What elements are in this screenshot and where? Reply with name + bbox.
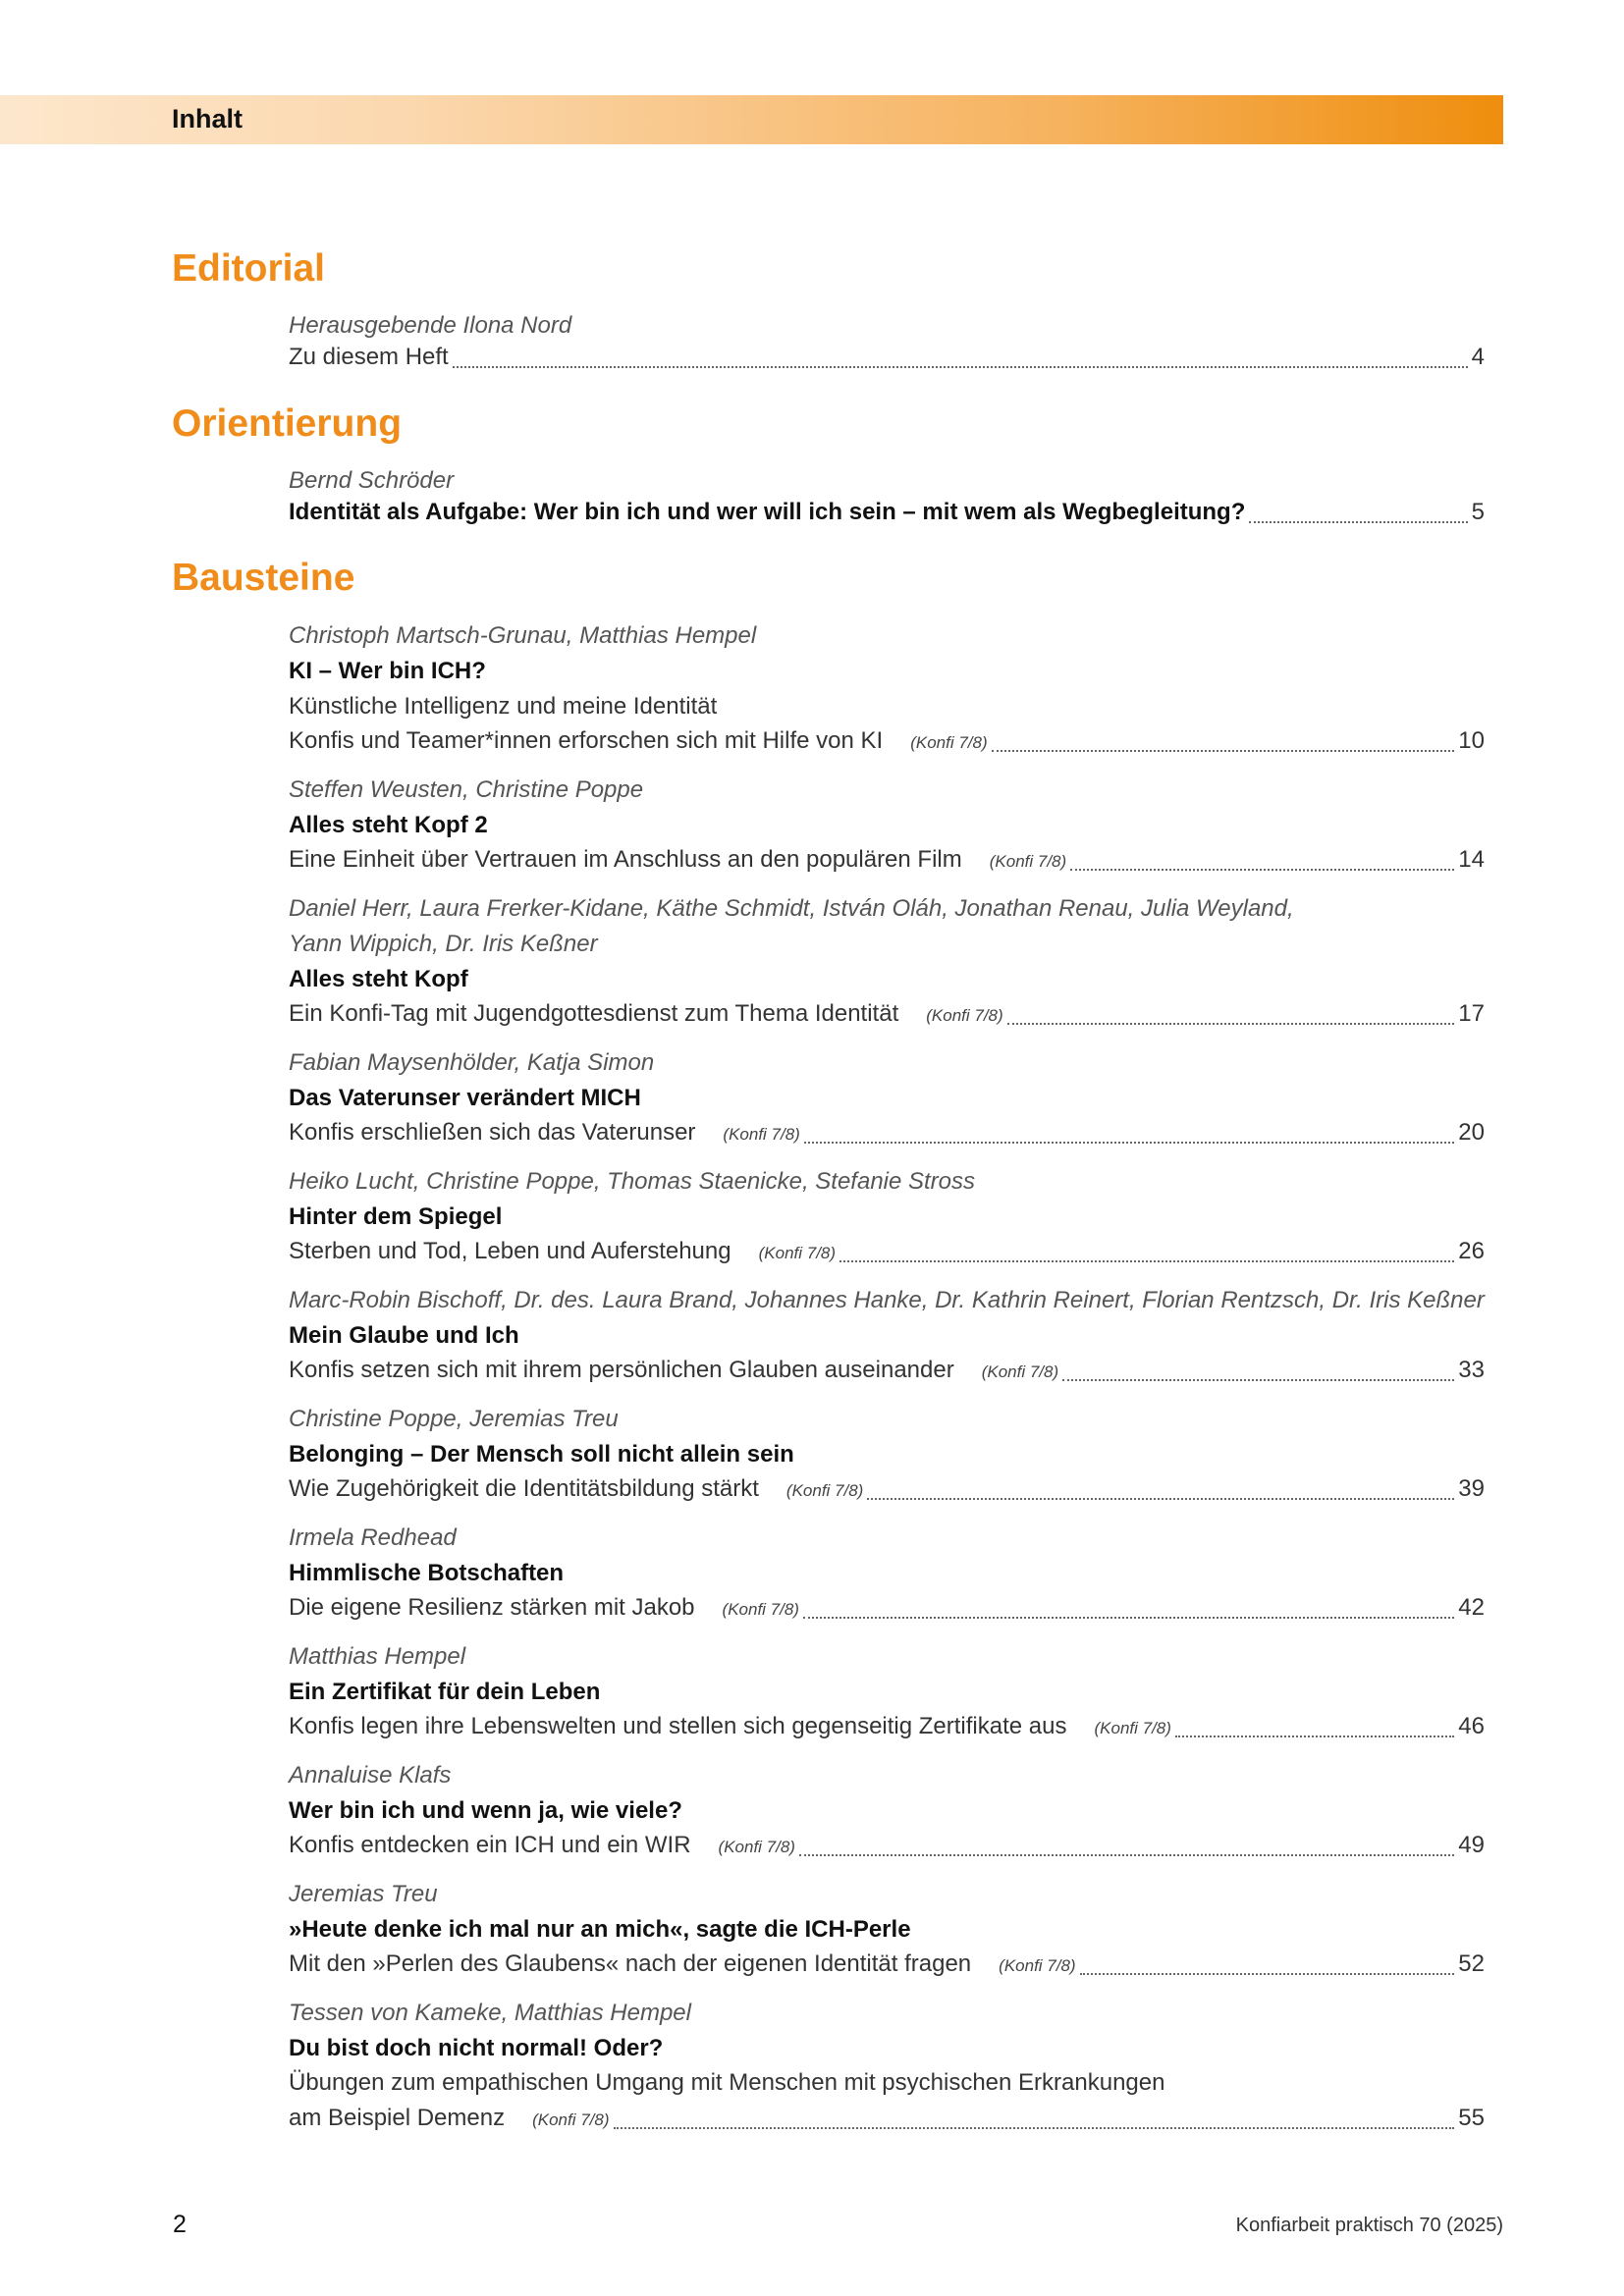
toc-entry-alles-steht-kopf-2[interactable] — [289, 846, 1485, 878]
toc-entry-wer-bin-ich[interactable] — [289, 1832, 1485, 1863]
toc-entry-alles-steht-kopf[interactable] — [289, 1000, 1485, 1032]
entry-author: Marc-Robin Bischoff, Dr. des. Laura Brand, Johannes Hanke, Dr. Kathrin Reinert, Florian Rentzsch, Dr. Iris Keßner — [289, 1287, 1485, 1313]
entry-title[interactable]: Belonging – Der Mensch soll nicht allein sein — [289, 1441, 794, 1468]
dot-leader — [839, 1258, 1454, 1262]
dot-leader — [1062, 1377, 1454, 1381]
konfi-tag: (Konfi 7/8) — [723, 1125, 800, 1144]
entry-line: Ein Konfi-Tag mit Jugendgottesdienst zum Thema Identität — [289, 1000, 899, 1027]
section-heading-editorial: Editorial — [172, 247, 326, 290]
dot-leader — [1175, 1734, 1454, 1737]
entry-title[interactable]: Alles steht Kopf — [289, 966, 468, 992]
entry-line: Eine Einheit über Vertrauen im Anschluss an den populären Film — [289, 846, 962, 873]
dot-leader — [867, 1496, 1454, 1500]
entry-title[interactable]: Ein Zertifikat für dein Leben — [289, 1679, 601, 1705]
entry-title[interactable]: Himmlische Botschaften — [289, 1560, 565, 1586]
entry-author: Jeremias Treu — [289, 1881, 438, 1907]
toc-entry-hinter-dem-spiegel[interactable] — [289, 1238, 1485, 1269]
konfi-tag: (Konfi 7/8) — [718, 1838, 795, 1856]
entry-subtitle: Übungen zum empathischen Umgang mit Menschen mit psychischen Erkrankungen — [289, 2069, 1165, 2096]
toc-entry-himmlische-botschaften[interactable] — [289, 1594, 1485, 1626]
entry-line: Die eigene Resilienz stärken mit Jakob — [289, 1594, 695, 1621]
entry-author: Tessen von Kameke, Matthias Hempel — [289, 2000, 691, 2026]
entry-line: Zu diesem Heft — [289, 344, 449, 370]
entry-line: Wie Zugehörigkeit die Identitätsbildung stärkt — [289, 1475, 759, 1502]
entry-subtitle: Künstliche Intelligenz und meine Identität — [289, 693, 718, 720]
entry-title[interactable]: KI – Wer bin ICH? — [289, 658, 486, 684]
konfi-tag: (Konfi 7/8) — [722, 1600, 799, 1619]
entry-title[interactable]: Du bist doch nicht normal! Oder? — [289, 2035, 664, 2061]
page-number: 39 — [1458, 1475, 1485, 1502]
page-number: 20 — [1458, 1119, 1485, 1146]
section-heading-bausteine: Bausteine — [172, 557, 355, 599]
page-number: 4 — [1471, 344, 1485, 370]
konfi-tag: (Konfi 7/8) — [981, 1362, 1059, 1381]
page-number: 10 — [1458, 727, 1485, 754]
entry-author: Steffen Weusten, Christine Poppe — [289, 776, 644, 803]
page-number: 33 — [1458, 1357, 1485, 1383]
dot-leader — [992, 748, 1455, 752]
entry-author: Christoph Martsch-Grunau, Matthias Hempel — [289, 622, 757, 649]
konfi-tag: (Konfi 7/8) — [926, 1006, 1003, 1025]
konfi-tag: (Konfi 7/8) — [758, 1244, 837, 1262]
entry-author: Irmela Redhead — [289, 1524, 457, 1551]
konfi-tag: (Konfi 7/8) — [1094, 1719, 1171, 1737]
entry-author: Daniel Herr, Laura Frerker-Kidane, Käthe Schmidt, István Oláh, Jonathan Renau, Julia Weyland, — [289, 895, 1294, 922]
page-number: 5 — [1471, 499, 1485, 525]
entry-line: Konfis setzen sich mit ihrem persönlichen Glauben auseinander — [289, 1357, 954, 1383]
konfi-tag: (Konfi 7/8) — [910, 733, 988, 752]
entry-author: Bernd Schröder — [289, 467, 455, 494]
entry-title[interactable]: Hinter dem Spiegel — [289, 1203, 503, 1230]
dot-leader — [1249, 519, 1467, 523]
entry-line: am Beispiel Demenz — [289, 2105, 506, 2131]
page-title: Inhalt — [172, 104, 243, 133]
toc-entry-belonging[interactable] — [289, 1475, 1485, 1507]
toc-entry-ki-wer-bin-ich[interactable] — [289, 727, 1485, 759]
entry-author: Fabian Maysenhölder, Katja Simon — [289, 1049, 655, 1076]
toc-entry-zertifikat[interactable] — [289, 1713, 1485, 1744]
toc-entry-vaterunser[interactable] — [289, 1119, 1485, 1150]
page-number: 42 — [1458, 1594, 1485, 1621]
konfi-tag: (Konfi 7/8) — [532, 2110, 610, 2129]
entry-title[interactable]: Wer bin ich und wenn ja, wie viele? — [289, 1797, 682, 1824]
entry-author: Heiko Lucht, Christine Poppe, Thomas Staenicke, Stefanie Stross — [289, 1168, 976, 1195]
footer-page-number: 2 — [173, 2211, 187, 2238]
konfi-tag: (Konfi 7/8) — [989, 852, 1067, 871]
entry-author: Herausgebende Ilona Nord — [289, 312, 572, 339]
page-number: 52 — [1458, 1950, 1485, 1977]
dot-leader — [803, 1615, 1454, 1619]
entry-title[interactable]: Das Vaterunser verändert MICH — [289, 1085, 641, 1111]
toc-entry-zu-diesem-heft[interactable] — [289, 344, 1485, 375]
footer-publication: Konfiarbeit praktisch 70 (2025) — [1235, 2215, 1503, 2236]
dot-leader — [1080, 1971, 1455, 1975]
toc-entry-ich-perle[interactable] — [289, 1950, 1485, 1982]
entry-line: Konfis legen ihre Lebenswelten und stellen sich gegenseitig Zertifikate aus — [289, 1713, 1067, 1739]
dot-leader — [1070, 867, 1454, 871]
section-heading-orientierung: Orientierung — [172, 402, 403, 445]
page-number: 26 — [1458, 1238, 1485, 1264]
entry-title[interactable]: Mein Glaube und Ich — [289, 1322, 519, 1349]
toc-entry-mein-glaube-und-ich[interactable] — [289, 1357, 1485, 1388]
entry-author: Annaluise Klafs — [289, 1762, 452, 1789]
page-number: 14 — [1458, 846, 1485, 873]
entry-author-continued: Yann Wippich, Dr. Iris Keßner — [289, 931, 598, 957]
dot-leader — [804, 1140, 1454, 1144]
entry-title[interactable]: Alles steht Kopf 2 — [289, 812, 488, 838]
konfi-tag: (Konfi 7/8) — [785, 1481, 864, 1500]
page-number: 46 — [1458, 1713, 1485, 1739]
toc-entry-nicht-normal[interactable] — [289, 2105, 1485, 2136]
entry-line: Konfis und Teamer*innen erforschen sich mit Hilfe von KI — [289, 727, 884, 754]
entry-title: Identität als Aufgabe: Wer bin ich und wer will ich sein – mit wem als Wegbegleitung? — [289, 499, 1246, 525]
entry-line: Konfis entdecken ein ICH und ein WIR — [289, 1832, 691, 1858]
dot-leader — [453, 364, 1468, 368]
page-number: 55 — [1458, 2105, 1485, 2131]
entry-line: Konfis erschließen sich das Vaterunser — [289, 1119, 696, 1146]
dot-leader — [799, 1852, 1454, 1856]
entry-title[interactable]: »Heute denke ich mal nur an mich«, sagte die ICH-Perle — [289, 1916, 911, 1943]
entry-author: Christine Poppe, Jeremias Treu — [289, 1406, 619, 1432]
entry-author: Matthias Hempel — [289, 1643, 466, 1670]
entry-line: Mit den »Perlen des Glaubens« nach der eigenen Identität fragen — [289, 1950, 972, 1977]
entry-line: Sterben und Tod, Leben und Auferstehung — [289, 1238, 731, 1264]
toc-entry-identitaet-als-aufgabe[interactable] — [289, 499, 1485, 530]
konfi-tag: (Konfi 7/8) — [999, 1956, 1076, 1975]
dot-leader — [614, 2125, 1455, 2129]
dot-leader — [1007, 1021, 1455, 1025]
page-number: 17 — [1458, 1000, 1485, 1027]
page-number: 49 — [1458, 1832, 1485, 1858]
